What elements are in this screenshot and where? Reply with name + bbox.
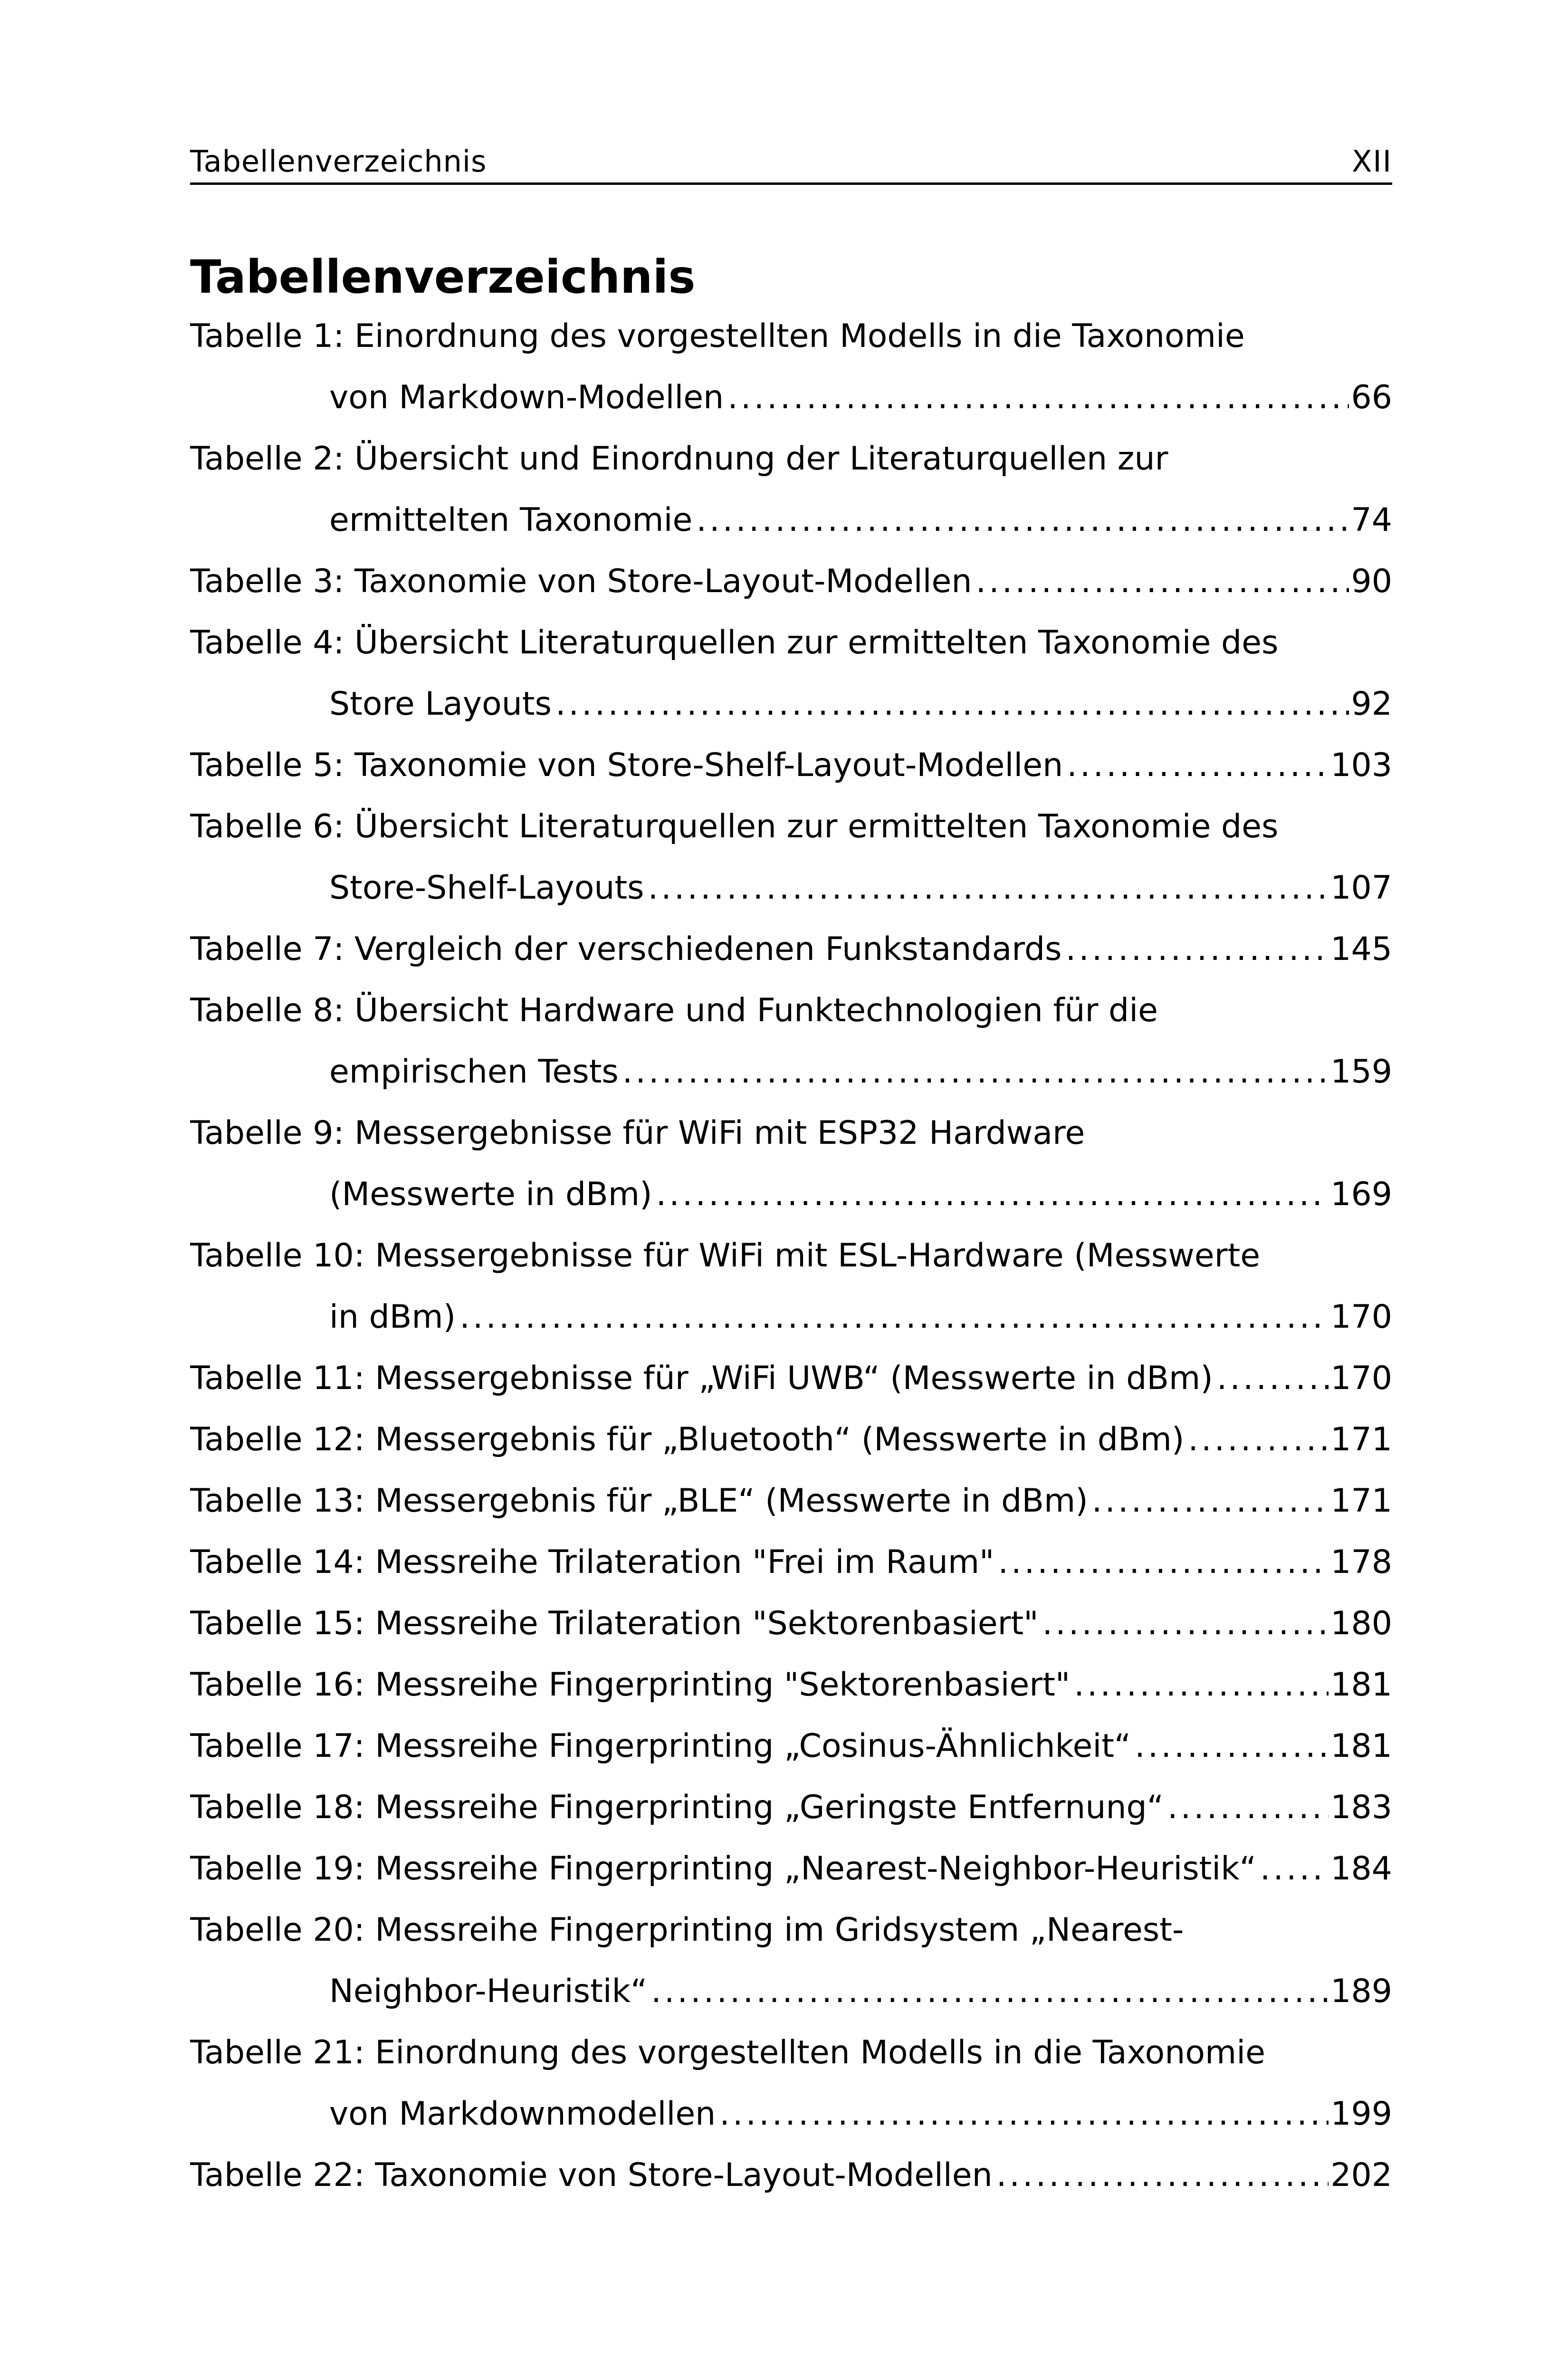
toc-entry-page-number: 181 — [1330, 1727, 1392, 1765]
toc-entry-page-number: 159 — [1330, 1053, 1392, 1091]
toc-entry-page-number: 66 — [1351, 379, 1392, 416]
toc-entry[interactable] — [190, 1654, 1392, 1715]
dot-leader — [1066, 919, 1329, 980]
dot-leader — [996, 2145, 1329, 2206]
toc-entry-line — [190, 796, 1392, 857]
dot-leader — [727, 367, 1349, 428]
toc-entry-text: Store-Shelf-Layouts — [329, 869, 644, 907]
toc-entry-page-number: 103 — [1330, 747, 1392, 784]
toc-entry-line — [190, 980, 1392, 1041]
toc-entry[interactable] — [190, 1470, 1392, 1532]
dot-leader — [998, 1532, 1329, 1593]
list-of-tables-heading: Tabellenverzeichnis — [190, 250, 696, 304]
toc-entry-text: Tabelle 14: Messreihe Trilateration "Frei im Raum" — [190, 1543, 994, 1581]
toc-entry-text: (Messwerte in dBm) — [329, 1176, 652, 1213]
toc-entry-text: Tabelle 9: Messergebnisse für WiFi mit ESP32 Hardware — [190, 1114, 1085, 1152]
toc-entry[interactable] — [190, 919, 1392, 980]
running-header-title: Tabellenverzeichnis — [190, 144, 487, 179]
dot-leader — [651, 1961, 1329, 2022]
toc-entry-text: Tabelle 3: Taxonomie von Store-Layout-Modellen — [190, 563, 972, 600]
toc-entry-text: Tabelle 15: Messreihe Trilateration "Sektorenbasiert" — [190, 1605, 1039, 1642]
toc-entry[interactable] — [190, 1225, 1392, 1348]
toc-entry-continuation-line — [190, 2083, 1392, 2145]
toc-entry-text: ermittelten Taxonomie — [329, 501, 693, 539]
toc-entry[interactable] — [190, 1899, 1392, 2022]
toc-entry-text: Store Layouts — [329, 685, 552, 723]
toc-entry-text: Tabelle 7: Vergleich der verschiedenen Funkstandards — [190, 930, 1062, 968]
toc-entry-line — [190, 1102, 1392, 1164]
toc-entry[interactable] — [190, 1532, 1392, 1593]
dot-leader — [696, 489, 1349, 551]
toc-entry[interactable] — [190, 2022, 1392, 2145]
toc-entry-line — [190, 735, 1392, 796]
toc-entry-text: Tabelle 4: Übersicht Literaturquellen zur ermittelten Taxonomie des — [190, 624, 1279, 661]
toc-entry-continuation-line — [190, 1164, 1392, 1225]
toc-entry[interactable] — [190, 980, 1392, 1102]
toc-entry[interactable] — [190, 1715, 1392, 1777]
toc-entry-page-number: 171 — [1330, 1421, 1392, 1458]
toc-entry-page-number: 107 — [1330, 869, 1392, 907]
toc-entry-page-number: 181 — [1330, 1666, 1392, 1704]
toc-entry-text: Tabelle 17: Messreihe Fingerprinting „Cosinus-Ähnlichkeit“ — [190, 1727, 1131, 1765]
toc-entry[interactable] — [190, 1102, 1392, 1225]
dot-leader — [1260, 1838, 1329, 1899]
toc-entry[interactable] — [190, 1348, 1392, 1409]
toc-entry[interactable] — [190, 1777, 1392, 1838]
toc-entry-line — [190, 919, 1392, 980]
toc-entry-text: Tabelle 5: Taxonomie von Store-Shelf-Layout-Modellen — [190, 747, 1063, 784]
toc-entry-text: in dBm) — [329, 1298, 456, 1336]
toc-entry[interactable] — [190, 1409, 1392, 1470]
dot-leader — [648, 857, 1329, 919]
toc-entry-text: Tabelle 22: Taxonomie von Store-Layout-Modellen — [190, 2156, 993, 2194]
toc-entry-line — [190, 2022, 1392, 2083]
dot-leader — [1135, 1715, 1329, 1777]
toc-entry-page-number: 189 — [1330, 1973, 1392, 2010]
toc-entry[interactable] — [190, 1838, 1392, 1899]
dot-leader — [1092, 1470, 1329, 1532]
toc-entry-continuation-line — [190, 673, 1392, 735]
toc-entry-line — [190, 1409, 1392, 1470]
toc-entry-text: von Markdownmodellen — [329, 2095, 716, 2133]
toc-entry-text: Tabelle 2: Übersicht und Einordnung der Literaturquellen zur — [190, 440, 1168, 478]
dot-leader — [1067, 735, 1329, 796]
dot-leader — [555, 673, 1349, 735]
toc-entry-page-number: 169 — [1330, 1176, 1392, 1213]
toc-entry-text: von Markdown-Modellen — [329, 379, 724, 416]
toc-entry-line — [190, 1532, 1392, 1593]
toc-entry-text: Tabelle 6: Übersicht Literaturquellen zur ermittelten Taxonomie des — [190, 808, 1279, 845]
toc-entry-continuation-line — [190, 489, 1392, 551]
toc-entry[interactable] — [190, 428, 1392, 551]
toc-entry-line — [190, 1470, 1392, 1532]
toc-entry-page-number: 180 — [1330, 1605, 1392, 1642]
toc-entry-text: Tabelle 19: Messreihe Fingerprinting „Nearest-Neighbor-Heuristik“ — [190, 1850, 1256, 1887]
toc-entry-text: Tabelle 10: Messergebnisse für WiFi mit ESL-Hardware (Messwerte — [190, 1237, 1261, 1274]
toc-entry-line — [190, 1593, 1392, 1654]
toc-entry-page-number: 178 — [1330, 1543, 1392, 1581]
toc-entry-continuation-line — [190, 1961, 1392, 2022]
toc-entry[interactable] — [190, 612, 1392, 735]
dot-leader — [719, 2083, 1329, 2145]
toc-entry[interactable] — [190, 2145, 1392, 2206]
toc-entry-page-number: 184 — [1330, 1850, 1392, 1887]
toc-entry-text: Neighbor-Heuristik“ — [329, 1973, 648, 2010]
toc-entry-text: Tabelle 20: Messreihe Fingerprinting im Gridsystem „Nearest- — [190, 1911, 1184, 1949]
dot-leader — [1042, 1593, 1329, 1654]
toc-entry-text: Tabelle 1: Einordnung des vorgestellten Modells in die Taxonomie — [190, 317, 1245, 355]
toc-entry-line — [190, 1348, 1392, 1409]
toc-entry-page-number: 171 — [1330, 1482, 1392, 1520]
toc-entry-text: Tabelle 16: Messreihe Fingerprinting "Sektorenbasiert" — [190, 1666, 1071, 1704]
toc-entry-continuation-line — [190, 1041, 1392, 1102]
toc-entry-page-number: 183 — [1330, 1789, 1392, 1826]
toc-entry[interactable] — [190, 306, 1392, 428]
toc-entry-page-number: 92 — [1351, 685, 1392, 723]
toc-entry[interactable] — [190, 796, 1392, 919]
running-header-page-number: XII — [1351, 144, 1392, 179]
toc-entry-line — [190, 612, 1392, 673]
toc-entry-text: empirischen Tests — [329, 1053, 619, 1091]
toc-entry-line — [190, 1899, 1392, 1961]
toc-entry-continuation-line — [190, 367, 1392, 428]
toc-entry-text: Tabelle 8: Übersicht Hardware und Funktechnologien für die — [190, 992, 1158, 1029]
toc-entry[interactable] — [190, 735, 1392, 796]
toc-entry-page-number: 170 — [1330, 1360, 1392, 1397]
list-of-tables — [190, 306, 1392, 2206]
toc-entry-line — [190, 1225, 1392, 1286]
toc-entry-line — [190, 551, 1392, 612]
dot-leader — [459, 1286, 1329, 1348]
toc-entry-page-number: 170 — [1330, 1298, 1392, 1336]
toc-entry-line — [190, 1654, 1392, 1715]
toc-entry-page-number: 74 — [1351, 501, 1392, 539]
toc-entry-line — [190, 1777, 1392, 1838]
toc-entry-text: Tabelle 21: Einordnung des vorgestellten Modells in die Taxonomie — [190, 2034, 1265, 2071]
dot-leader — [622, 1041, 1329, 1102]
dot-leader — [1074, 1654, 1329, 1715]
toc-entry-continuation-line — [190, 857, 1392, 919]
running-header — [190, 143, 1392, 185]
toc-entry-page-number: 202 — [1330, 2156, 1392, 2194]
dot-leader — [975, 551, 1349, 612]
toc-entry-line — [190, 1715, 1392, 1777]
toc-entry[interactable] — [190, 1593, 1392, 1654]
toc-entry-page-number: 90 — [1351, 563, 1392, 600]
toc-entry-text: Tabelle 18: Messreihe Fingerprinting „Geringste Entfernung“ — [190, 1789, 1164, 1826]
dot-leader — [1167, 1777, 1329, 1838]
toc-entry-page-number: 199 — [1330, 2095, 1392, 2133]
toc-entry-continuation-line — [190, 1286, 1392, 1348]
dot-leader — [1188, 1409, 1329, 1470]
dot-leader — [656, 1164, 1329, 1225]
dot-leader — [1217, 1348, 1329, 1409]
document-page — [190, 143, 1392, 2206]
toc-entry-text: Tabelle 12: Messergebnis für „Bluetooth“ (Messwerte in dBm) — [190, 1421, 1185, 1458]
toc-entry-line — [190, 2145, 1392, 2206]
toc-entry-line — [190, 306, 1392, 367]
toc-entry-line — [190, 428, 1392, 489]
toc-entry-text: Tabelle 13: Messergebnis für „BLE“ (Messwerte in dBm) — [190, 1482, 1088, 1520]
toc-entry-page-number: 145 — [1330, 930, 1392, 968]
toc-entry-text: Tabelle 11: Messergebnisse für „WiFi UWB“ (Messwerte in dBm) — [190, 1360, 1213, 1397]
toc-entry[interactable] — [190, 551, 1392, 612]
toc-entry-line — [190, 1838, 1392, 1899]
